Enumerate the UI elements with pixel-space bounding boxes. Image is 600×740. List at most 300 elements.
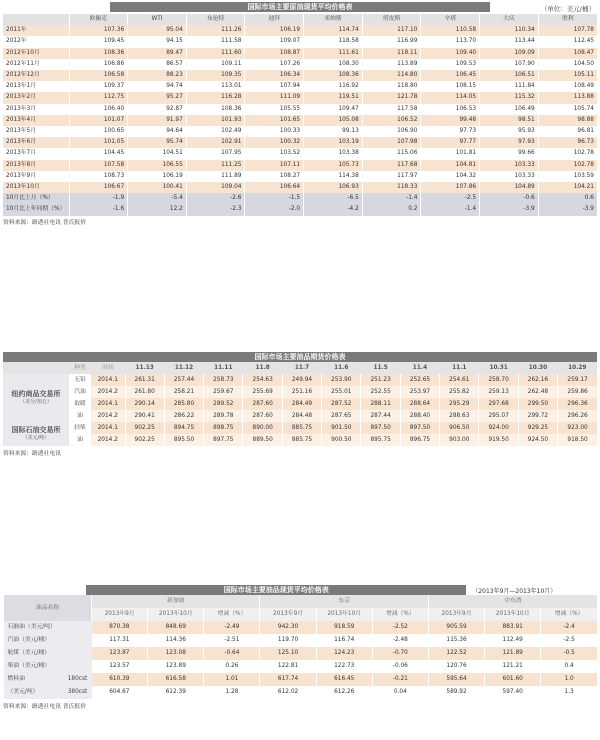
column-header bbox=[3, 362, 69, 374]
price-cell: 116.28 bbox=[186, 92, 245, 103]
price-cell: 95.93 bbox=[480, 126, 539, 137]
price-cell: 114.36 bbox=[148, 634, 204, 647]
price-cell: 92.87 bbox=[128, 104, 187, 115]
price-cell: 296.26 bbox=[558, 410, 597, 422]
price-cell: -0.06 bbox=[372, 660, 428, 673]
period-header: 2013年10月 bbox=[148, 608, 204, 621]
column-header: 胜利 bbox=[538, 14, 597, 25]
price-cell: 262.48 bbox=[518, 386, 557, 398]
column-header: 11.4 bbox=[400, 362, 439, 374]
row-label: 2013年9月 bbox=[3, 171, 69, 182]
price-cell: 259.67 bbox=[204, 386, 243, 398]
price-cell: 0.4 bbox=[541, 660, 597, 673]
price-cell: 94.74 bbox=[128, 81, 187, 92]
price-cell: 286.22 bbox=[164, 410, 203, 422]
period-header: 2013年9月 bbox=[260, 608, 316, 621]
price-cell: -6.5 bbox=[304, 193, 363, 204]
price-cell: 107.11 bbox=[245, 160, 304, 171]
price-cell: 108.36 bbox=[69, 48, 128, 59]
price-cell: 105.74 bbox=[538, 104, 597, 115]
price-cell: 288.11 bbox=[361, 398, 400, 410]
price-cell: -3.9 bbox=[480, 204, 539, 215]
price-cell: 897.75 bbox=[204, 434, 243, 446]
product-name: 石脑油（美元/吨） bbox=[4, 621, 92, 634]
price-cell: 262.16 bbox=[518, 374, 557, 386]
table-row bbox=[4, 660, 598, 673]
price-cell: -1.5 bbox=[245, 193, 304, 204]
price-cell: 108.36 bbox=[186, 104, 245, 115]
price-cell: 919.50 bbox=[479, 434, 518, 446]
price-cell: 285.80 bbox=[164, 398, 203, 410]
product-name: 汽油（美元/桶） bbox=[4, 634, 92, 647]
price-cell: -1.6 bbox=[69, 204, 128, 215]
column-header: 10.29 bbox=[558, 362, 597, 374]
table-row bbox=[3, 92, 597, 103]
price-cell: 122.81 bbox=[260, 660, 316, 673]
price-cell: 261.31 bbox=[125, 374, 164, 386]
price-cell: 288.63 bbox=[440, 410, 479, 422]
exchange-name-cell bbox=[3, 422, 69, 446]
price-cell: 299.50 bbox=[518, 398, 557, 410]
price-cell: 906.50 bbox=[440, 422, 479, 434]
price-cell: 2014.1 bbox=[91, 422, 125, 434]
price-cell: 103.19 bbox=[304, 137, 363, 148]
price-cell: 106.49 bbox=[480, 104, 539, 115]
price-cell: 101.07 bbox=[69, 115, 128, 126]
price-cell: 106.40 bbox=[69, 104, 128, 115]
price-cell: 104.50 bbox=[538, 59, 597, 70]
table-row bbox=[3, 410, 597, 422]
price-cell: 104.21 bbox=[538, 182, 597, 193]
price-cell: 597.40 bbox=[485, 686, 541, 699]
column-header: 米纳斯 bbox=[304, 14, 363, 25]
price-cell: 112.75 bbox=[69, 92, 128, 103]
price-cell: 115.06 bbox=[362, 148, 421, 159]
price-cell: 290.41 bbox=[125, 410, 164, 422]
price-cell: -2.49 bbox=[204, 621, 260, 634]
price-cell: 116.92 bbox=[304, 81, 363, 92]
price-cell: 885.75 bbox=[282, 434, 321, 446]
price-cell: 254.63 bbox=[243, 374, 282, 386]
table-row bbox=[3, 434, 597, 446]
column-header: 种类 bbox=[69, 362, 91, 374]
price-cell: 259.13 bbox=[479, 386, 518, 398]
price-cell: 100.41 bbox=[128, 182, 187, 193]
price-cell: 0.6 bbox=[538, 193, 597, 204]
column-header: 10.30 bbox=[518, 362, 557, 374]
price-cell: 123.08 bbox=[148, 647, 204, 660]
table-row bbox=[3, 70, 597, 81]
period-header: 2013年9月 bbox=[92, 608, 148, 621]
column-header: 11.6 bbox=[322, 362, 361, 374]
price-cell: -0.6 bbox=[480, 193, 539, 204]
column-header: WTI bbox=[128, 14, 187, 25]
price-cell: 251.23 bbox=[361, 374, 400, 386]
price-cell: 108.27 bbox=[245, 171, 304, 182]
price-cell: 109.37 bbox=[69, 81, 128, 92]
price-cell: 0.26 bbox=[204, 660, 260, 673]
price-cell: 2014.2 bbox=[91, 434, 125, 446]
table-row bbox=[3, 104, 597, 115]
column-header: 迪拜 bbox=[245, 14, 304, 25]
price-cell: 100.65 bbox=[69, 126, 128, 137]
price-cell: 890.00 bbox=[243, 422, 282, 434]
price-cell: 1.28 bbox=[204, 686, 260, 699]
price-cell: -2.5 bbox=[421, 193, 480, 204]
price-cell: -3.9 bbox=[538, 204, 597, 215]
price-cell: 2014.1 bbox=[91, 398, 125, 410]
column-header bbox=[3, 14, 69, 25]
price-cell: 117.97 bbox=[362, 171, 421, 182]
price-cell: 258.73 bbox=[204, 374, 243, 386]
price-cell: 296.36 bbox=[558, 398, 597, 410]
region-header: 新加坡 bbox=[92, 595, 260, 608]
price-cell: 885.75 bbox=[282, 422, 321, 434]
row-label: 2011年 bbox=[3, 25, 69, 36]
price-cell: 104.32 bbox=[421, 171, 480, 182]
product-kind: 轻柴 bbox=[69, 422, 91, 434]
price-cell: 903.00 bbox=[440, 434, 479, 446]
price-cell: 95.04 bbox=[128, 25, 187, 36]
table-row bbox=[3, 115, 597, 126]
product-spot-price-table bbox=[3, 595, 597, 699]
price-cell: 111.60 bbox=[186, 48, 245, 59]
price-cell: 122.52 bbox=[428, 647, 484, 660]
product-kind: 取暖 bbox=[69, 398, 91, 410]
price-cell: 106.34 bbox=[245, 70, 304, 81]
table-row bbox=[4, 673, 598, 686]
table-row bbox=[3, 137, 597, 148]
price-cell: 1.3 bbox=[541, 686, 597, 699]
price-cell: 610.39 bbox=[92, 673, 148, 686]
column-header: 辛塔 bbox=[421, 14, 480, 25]
price-cell: 897.50 bbox=[361, 422, 400, 434]
price-cell: 106.93 bbox=[304, 182, 363, 193]
price-cell: 105.11 bbox=[538, 70, 597, 81]
price-cell: 589.92 bbox=[428, 686, 484, 699]
price-cell: 111.09 bbox=[245, 92, 304, 103]
price-cell: 94.15 bbox=[128, 36, 187, 47]
exchange-unit: （美分/加仑） bbox=[20, 399, 52, 405]
price-cell: 252.65 bbox=[400, 374, 439, 386]
price-cell: 116.74 bbox=[316, 634, 372, 647]
futures-table-title: 国际市场主要油品期货价格表 bbox=[3, 352, 597, 362]
price-cell: 253.90 bbox=[322, 374, 361, 386]
price-cell: 106.86 bbox=[69, 59, 128, 70]
row-label: 10月比上月（%） bbox=[3, 193, 69, 204]
price-cell: 612.39 bbox=[148, 686, 204, 699]
crude-oil-unit-label: （单位：美元/桶） bbox=[540, 5, 595, 13]
price-cell: 104.81 bbox=[421, 160, 480, 171]
price-cell: -1.4 bbox=[362, 193, 421, 204]
price-cell: 918.59 bbox=[316, 621, 372, 634]
price-cell: 107.95 bbox=[186, 148, 245, 159]
price-cell: 103.52 bbox=[245, 148, 304, 159]
price-cell: 109.47 bbox=[304, 104, 363, 115]
price-cell: 103.33 bbox=[480, 171, 539, 182]
column-header: 11.12 bbox=[164, 362, 203, 374]
product-grade: 380cst bbox=[64, 686, 92, 699]
price-cell: 106.64 bbox=[245, 182, 304, 193]
row-label: 2012年 bbox=[3, 36, 69, 47]
table-row bbox=[4, 686, 598, 699]
table-row bbox=[3, 182, 597, 193]
exchange-name: 国际石油交易所 bbox=[11, 426, 61, 434]
column-header: 塔皮斯 bbox=[362, 14, 421, 25]
price-cell: 102.49 bbox=[186, 126, 245, 137]
row-label: 2013年7月 bbox=[3, 148, 69, 159]
price-cell: 99.13 bbox=[304, 126, 363, 137]
price-cell: 113.44 bbox=[480, 36, 539, 47]
price-cell: 942.30 bbox=[260, 621, 316, 634]
price-cell: 88.23 bbox=[128, 70, 187, 81]
price-cell: 252.55 bbox=[361, 386, 400, 398]
price-cell: 107.86 bbox=[421, 182, 480, 193]
price-cell: -2.4 bbox=[541, 621, 597, 634]
product-spot-table-title: 国际市场主要油品现货平均价格表 bbox=[86, 585, 466, 595]
product-spot-section bbox=[3, 585, 597, 712]
product-spot-source-note: 资料来源：路透社电讯 普氏报价 bbox=[3, 704, 86, 710]
column-header: 时间 bbox=[91, 362, 125, 374]
price-cell: 924.50 bbox=[518, 434, 557, 446]
price-cell: 107.36 bbox=[69, 25, 128, 36]
period-header: 增减（%） bbox=[541, 608, 597, 621]
price-cell: 111.26 bbox=[186, 25, 245, 36]
price-cell: 100.32 bbox=[245, 137, 304, 148]
row-label: 2013年6月 bbox=[3, 137, 69, 148]
price-cell: 109.04 bbox=[186, 182, 245, 193]
price-cell: 107.26 bbox=[245, 59, 304, 70]
price-cell: 116.99 bbox=[362, 36, 421, 47]
price-cell: 115.36 bbox=[428, 634, 484, 647]
price-cell: 612.02 bbox=[260, 686, 316, 699]
price-cell: 97.93 bbox=[480, 137, 539, 148]
product-spot-date-range: （2013年9月—2013年10月） bbox=[472, 587, 557, 595]
price-cell: 117.68 bbox=[362, 160, 421, 171]
price-cell: 261.80 bbox=[125, 386, 164, 398]
futures-price-section bbox=[3, 352, 597, 459]
price-cell: 107.98 bbox=[362, 137, 421, 148]
price-cell: 106.45 bbox=[421, 70, 480, 81]
price-cell: 120.76 bbox=[428, 660, 484, 673]
price-cell: 108.36 bbox=[304, 70, 363, 81]
product-name: 柴油（美元/桶） bbox=[4, 660, 92, 673]
price-cell: 105.55 bbox=[245, 104, 304, 115]
price-cell: -2.52 bbox=[372, 621, 428, 634]
price-cell: 118.80 bbox=[362, 81, 421, 92]
price-cell: 113.89 bbox=[362, 59, 421, 70]
period-header: 增减（%） bbox=[372, 608, 428, 621]
price-cell: 258.21 bbox=[164, 386, 203, 398]
period-header: 2013年9月 bbox=[428, 608, 484, 621]
price-cell: 123.89 bbox=[148, 660, 204, 673]
product-kind: 汽油 bbox=[69, 386, 91, 398]
price-cell: 107.58 bbox=[69, 160, 128, 171]
price-cell: 112.49 bbox=[485, 634, 541, 647]
price-cell: -5.4 bbox=[128, 193, 187, 204]
product-kind: 油 bbox=[69, 410, 91, 422]
price-cell: 102.91 bbox=[186, 137, 245, 148]
price-cell: 102.78 bbox=[538, 148, 597, 159]
table-header-row bbox=[3, 362, 597, 374]
crude-oil-table-title: 国际市场主要原油现货平均价格表 bbox=[110, 2, 490, 12]
price-cell: 107.94 bbox=[245, 81, 304, 92]
price-cell: 96.81 bbox=[538, 126, 597, 137]
price-cell: 106.19 bbox=[245, 25, 304, 36]
price-cell: 258.70 bbox=[479, 374, 518, 386]
price-cell: 255.69 bbox=[243, 386, 282, 398]
price-cell: 901.50 bbox=[322, 422, 361, 434]
price-cell: 114.74 bbox=[304, 25, 363, 36]
column-header: 11.11 bbox=[204, 362, 243, 374]
price-cell: 98.51 bbox=[480, 115, 539, 126]
futures-source-note: 资料来源：路透社电讯 bbox=[3, 451, 61, 457]
price-cell: -0.21 bbox=[372, 673, 428, 686]
row-label: 2013年3月 bbox=[3, 104, 69, 115]
price-cell: 101.05 bbox=[69, 137, 128, 148]
price-cell: 89.47 bbox=[128, 48, 187, 59]
price-cell: 104.45 bbox=[69, 148, 128, 159]
table-row bbox=[3, 171, 597, 182]
price-cell: 123.57 bbox=[92, 660, 148, 673]
price-cell: 883.91 bbox=[485, 621, 541, 634]
price-cell: -0.5 bbox=[541, 647, 597, 660]
price-cell: 0.2 bbox=[362, 204, 421, 215]
price-cell: -1.9 bbox=[69, 193, 128, 204]
price-cell: 617.74 bbox=[260, 673, 316, 686]
price-cell: 2014.2 bbox=[91, 410, 125, 422]
price-cell: 289.52 bbox=[204, 398, 243, 410]
price-cell: 102.78 bbox=[538, 160, 597, 171]
price-cell: 115.32 bbox=[480, 92, 539, 103]
price-cell: 106.90 bbox=[362, 126, 421, 137]
price-cell: 99.48 bbox=[421, 115, 480, 126]
product-name: 燃料油 bbox=[4, 673, 64, 686]
price-cell: 100.33 bbox=[245, 126, 304, 137]
price-cell: 900.50 bbox=[322, 434, 361, 446]
price-cell: 2014.1 bbox=[91, 374, 125, 386]
row-label: 2012年11月 bbox=[3, 59, 69, 70]
price-cell: 895.75 bbox=[361, 434, 400, 446]
column-header: 11.5 bbox=[361, 362, 400, 374]
period-header: 2013年10月 bbox=[316, 608, 372, 621]
crude-oil-source-note: 资料来源：路透社电讯 普氏报价 bbox=[3, 219, 86, 226]
price-cell: 97.77 bbox=[421, 137, 480, 148]
price-cell: 112.45 bbox=[538, 36, 597, 47]
price-cell: 284.48 bbox=[282, 410, 321, 422]
price-cell: 257.44 bbox=[164, 374, 203, 386]
price-cell: 601.60 bbox=[485, 673, 541, 686]
price-cell: 96.73 bbox=[538, 137, 597, 148]
product-grade: 180cst bbox=[64, 673, 92, 686]
row-label: 10月比上年同期（%） bbox=[3, 204, 69, 215]
table-row bbox=[3, 126, 597, 137]
price-cell: 121.89 bbox=[485, 647, 541, 660]
price-cell: 604.67 bbox=[92, 686, 148, 699]
row-label: 2013年8月 bbox=[3, 160, 69, 171]
price-cell: 111.61 bbox=[304, 48, 363, 59]
price-cell: 101.81 bbox=[421, 148, 480, 159]
period-header-row bbox=[4, 608, 598, 621]
price-cell: 289.78 bbox=[204, 410, 243, 422]
price-cell: 119.70 bbox=[260, 634, 316, 647]
price-cell: 0.04 bbox=[372, 686, 428, 699]
table-row bbox=[3, 422, 597, 434]
price-cell: 287.52 bbox=[322, 398, 361, 410]
price-cell: 12.2 bbox=[128, 204, 187, 215]
price-cell: 255.01 bbox=[322, 386, 361, 398]
price-cell: 106.51 bbox=[480, 70, 539, 81]
price-cell: 896.75 bbox=[400, 434, 439, 446]
price-cell: 109.35 bbox=[186, 70, 245, 81]
price-cell: 106.53 bbox=[421, 104, 480, 115]
row-label: 2013年10月 bbox=[3, 182, 69, 193]
price-cell: 101.93 bbox=[186, 115, 245, 126]
price-cell: 113.70 bbox=[421, 36, 480, 47]
price-cell: 121.21 bbox=[485, 660, 541, 673]
table-row bbox=[3, 36, 597, 47]
price-cell: 111.84 bbox=[480, 81, 539, 92]
price-cell: 119.51 bbox=[304, 92, 363, 103]
price-cell: 109.07 bbox=[245, 36, 304, 47]
price-cell: 111.25 bbox=[186, 160, 245, 171]
price-cell: -0.70 bbox=[372, 647, 428, 660]
row-label: 2013年2月 bbox=[3, 92, 69, 103]
price-cell: 299.72 bbox=[518, 410, 557, 422]
futures-price-table bbox=[3, 362, 597, 446]
price-cell: 113.88 bbox=[538, 92, 597, 103]
region-header-row bbox=[4, 595, 598, 608]
table-row bbox=[4, 621, 598, 634]
row-label: 2013年5月 bbox=[3, 126, 69, 137]
price-cell: 111.58 bbox=[186, 36, 245, 47]
price-cell: 114.80 bbox=[362, 70, 421, 81]
price-cell: 929.25 bbox=[518, 422, 557, 434]
price-cell: 108.73 bbox=[69, 171, 128, 182]
price-cell: -0.64 bbox=[204, 647, 260, 660]
price-cell: 251.16 bbox=[282, 386, 321, 398]
price-cell: 905.59 bbox=[428, 621, 484, 634]
price-cell: 254.61 bbox=[440, 374, 479, 386]
price-cell: 114.05 bbox=[421, 92, 480, 103]
price-cell: 103.38 bbox=[304, 148, 363, 159]
price-cell: 889.50 bbox=[243, 434, 282, 446]
price-cell: 117.31 bbox=[92, 634, 148, 647]
price-cell: 98.88 bbox=[538, 115, 597, 126]
price-cell: 1.01 bbox=[204, 673, 260, 686]
product-name-header: 油品名称 bbox=[4, 595, 92, 621]
price-cell: 118.11 bbox=[362, 48, 421, 59]
product-name: 航煤（美元/桶） bbox=[4, 647, 92, 660]
column-header: 欧佩克 bbox=[69, 14, 128, 25]
price-cell: 104.89 bbox=[480, 182, 539, 193]
price-cell: 255.82 bbox=[440, 386, 479, 398]
price-cell: 106.67 bbox=[69, 182, 128, 193]
price-cell: 113.01 bbox=[186, 81, 245, 92]
price-cell: 107.90 bbox=[480, 59, 539, 70]
table-row bbox=[3, 48, 597, 59]
price-cell: 111.89 bbox=[186, 171, 245, 182]
exchange-name-cell bbox=[3, 374, 69, 422]
table-row bbox=[3, 148, 597, 159]
row-label: 2013年1月 bbox=[3, 81, 69, 92]
table-row bbox=[3, 25, 597, 36]
price-cell: 253.97 bbox=[400, 386, 439, 398]
table-row bbox=[3, 374, 597, 386]
price-cell: -1.4 bbox=[421, 204, 480, 215]
price-cell: 287.65 bbox=[322, 410, 361, 422]
price-cell: 95.27 bbox=[128, 92, 187, 103]
